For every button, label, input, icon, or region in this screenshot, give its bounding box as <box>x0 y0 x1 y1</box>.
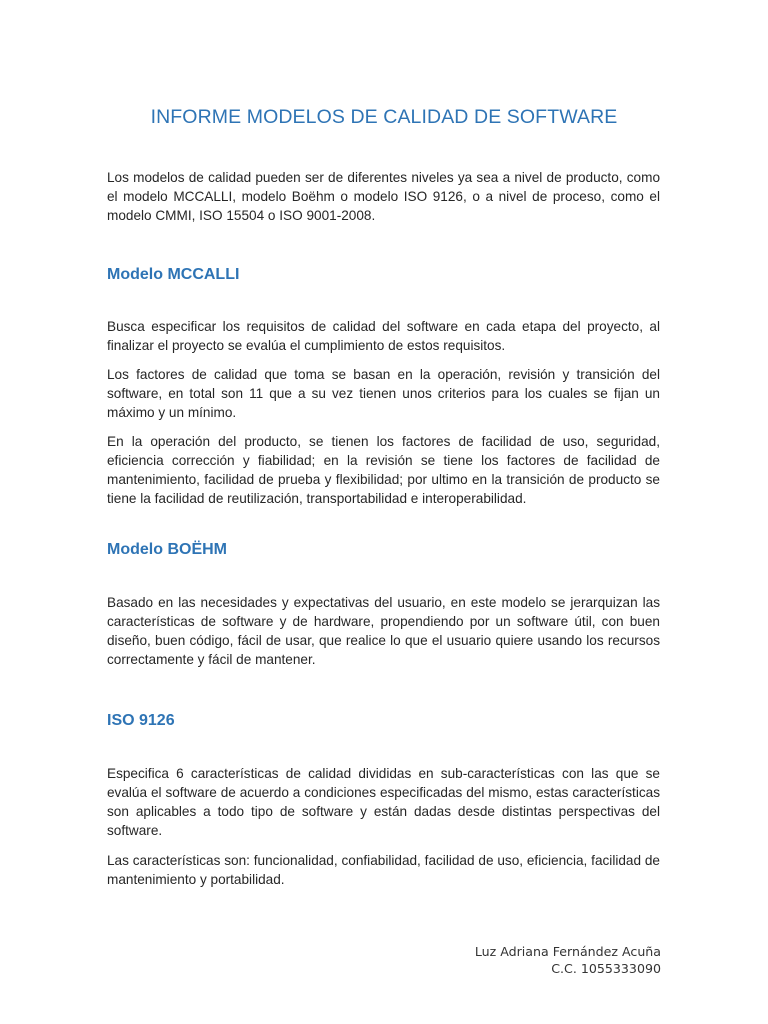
mccalli-paragraph-1: Busca especificar los requisitos de calidad del software en cada etapa del proyecto, al finalizar el proyecto se evalúa el cumplimiento de estos requisitos. <box>107 319 660 353</box>
section-heading-boehm: Modelo BOËHM <box>107 541 227 558</box>
intro-paragraph: Los modelos de calidad pueden ser de diferentes niveles ya sea a nivel de producto, como el modelo MCCALLI, modelo Boëhm o modelo ISO 9126, o a nivel de proceso, como el modelo CMMI, ISO 15504 o ISO 9001-2008. <box>107 170 660 223</box>
mccalli-paragraph-2: Los factores de calidad que toma se basan en la operación, revisión y transición del software, en total son 11 que a su vez tienen unos criterios para los cuales se fijan un máximo y un mínimo. <box>107 367 660 420</box>
signature-id: C.C. 1055333090 <box>551 961 661 976</box>
mccalli-paragraph-3: En la operación del producto, se tienen los factores de facilidad de uso, seguridad, eficiencia corrección y fiabilidad; en la revisión se tiene los factores de facilidad de mantenimiento, facilidad de prueba y flexibilidad; por ultimo en la transición de producto se tiene la facilidad de reutilización, transportabilidad e interoperabilidad. <box>107 434 660 506</box>
document-title: INFORME MODELOS DE CALIDAD DE SOFTWARE <box>150 106 618 128</box>
section-heading-mccalli: Modelo MCCALLI <box>107 266 240 283</box>
section-heading-iso9126: ISO 9126 <box>107 712 175 729</box>
signature-block <box>475 943 661 977</box>
signature-name: Luz Adriana Fernández Acuña <box>474 944 661 959</box>
boehm-paragraph-1: Basado en las necesidades y expectativas del usuario, en este modelo se jerarquizan las características de software y de hardware, propendiendo por un software útil, con buen diseño, buen código, fácil de usar, que realice lo que el usuario quiere usando los recursos correctamente y fácil de mantener. <box>107 595 660 667</box>
iso9126-paragraph-1: Especifica 6 características de calidad divididas en sub-características con las que se evalúa el software de acuerdo a condiciones especificadas del mismo, estas características son aplicables a todo tipo de software y están dadas desde distintas perspectivas del software. <box>107 766 660 838</box>
iso9126-paragraph-2: Las características son: funcionalidad, confiabilidad, facilidad de uso, eficiencia, facilidad de mantenimiento y portabilidad. <box>107 853 660 887</box>
